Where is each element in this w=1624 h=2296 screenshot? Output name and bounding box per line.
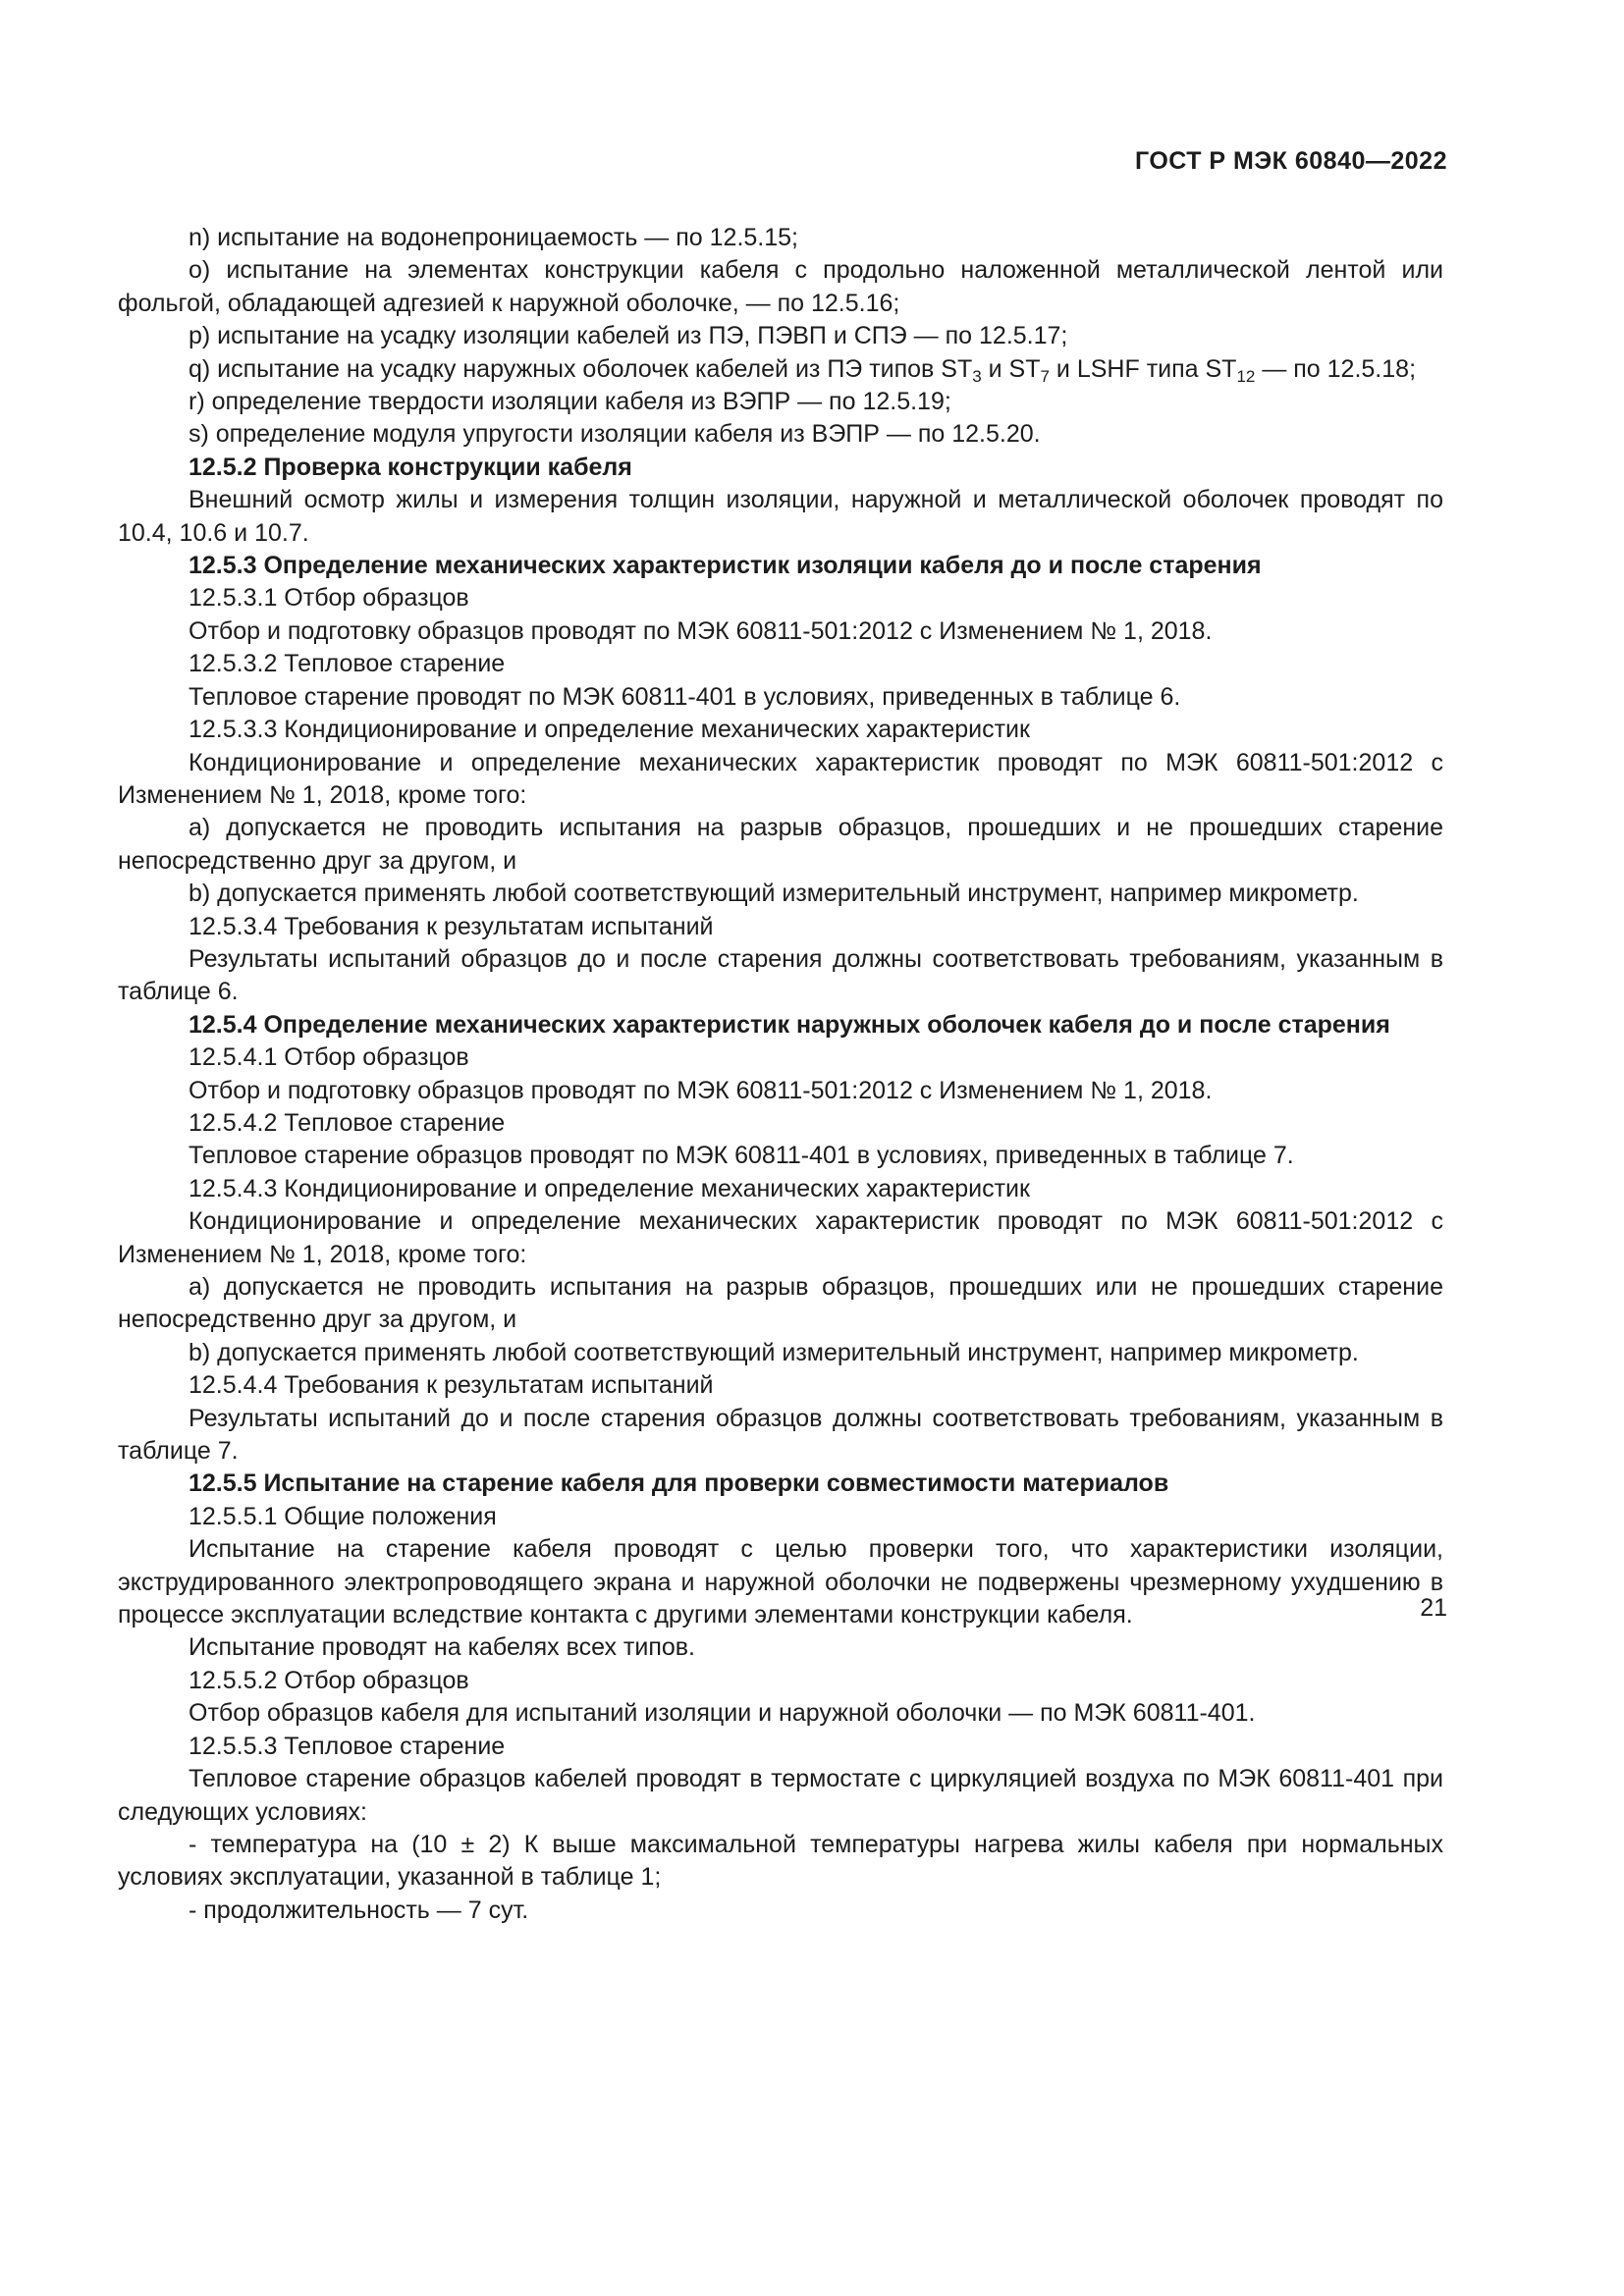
list-item-q-text-c: и LSHF типа ST <box>1049 354 1237 383</box>
list-item-q-text-d: — по 12.5.18; <box>1255 354 1417 383</box>
heading-12-5-5: 12.5.5 Испытание на старение кабеля для проверки совместимости материалов <box>189 1469 1169 1498</box>
heading-12-5-5-1: 12.5.5.1 Общие положения <box>189 1502 497 1530</box>
heading-12-5-4-2: 12.5.4.2 Тепловое старение <box>189 1108 506 1137</box>
heading-12-5-2: 12.5.2 Проверка конструкции кабеля <box>189 453 632 481</box>
list-item-s: s) определение модуля упругости изоляции кабеля из ВЭПР — по 12.5.20. <box>189 420 1041 449</box>
text-12-5-2: Внешний осмотр жилы и измерения толщин изоляции, наружной и металлической оболочек проводят по 10.4, 10.6 и 10.7. <box>118 486 1443 547</box>
list-item-q <box>118 353 1443 386</box>
text-12-5-5-3: Тепловое старение образцов кабелей проводят в термостате с циркуляцией воздуха по МЭК 60811-401 при следующих условиях: <box>118 1765 1443 1826</box>
heading-12-5-4-1: 12.5.4.1 Отбор образцов <box>189 1043 469 1072</box>
text-12-5-4-2: Тепловое старение образцов проводят по МЭК 60811-401 в условиях, приведенных в таблице 7. <box>189 1142 1294 1170</box>
list-item-q-text-a: q) испытание на усадку наружных оболочек кабелей из ПЭ типов ST <box>189 354 973 383</box>
heading-12-5-3-4: 12.5.3.4 Требования к результатам испытаний <box>189 912 714 940</box>
text-12-5-3-4: Результаты испытаний образцов до и после старения должны соответствовать требованиям, указанным в таблице 6. <box>118 944 1443 1006</box>
text-12-5-5-1: Испытание на старение кабеля проводят с целью проверки того, что характеристики изоляции, экструдированного электропроводящего экрана и наружной оболочки не подвержены чрезмерному ухудшению в процессе эксплуатации вследствие контакта с другими элементами конструкции кабеля. <box>118 1535 1443 1629</box>
standard-header: ГОСТ Р МЭК 60840—2022 <box>1134 147 1447 175</box>
subscript-st3: 3 <box>972 366 982 386</box>
list-item-q-text-b: и ST <box>981 354 1041 383</box>
list-item-r: r) определение твердости изоляции кабеля из ВЭПР — по 12.5.19; <box>189 388 951 416</box>
text-12-5-4-3-a: a) допускается не проводить испытания на разрыв образцов, прошедших или не прошедших старение непосредственно друг за другом, и <box>118 1273 1443 1334</box>
text-12-5-3-2: Тепловое старение проводят по МЭК 60811-401 в условиях, приведенных в таблице 6. <box>189 682 1181 711</box>
heading-12-5-4: 12.5.4 Определение механических характеристик наружных оболочек кабеля до и после старения <box>189 1010 1390 1039</box>
page-number: 21 <box>1420 1594 1447 1622</box>
text-12-5-5-2: Отбор образцов кабеля для испытаний изоляции и наружной оболочки — по МЭК 60811-401. <box>189 1699 1256 1728</box>
text-12-5-5-3-item-1: - температура на (10 ± 2) К выше максимальной температуры нагрева жилы кабеля при нормальных условиях эксплуатации, указанной в таблице 1; <box>118 1830 1443 1892</box>
heading-12-5-3-1: 12.5.3.1 Отбор образцов <box>189 584 469 613</box>
list-item-p: p) испытание на усадку изоляции кабелей из ПЭ, ПЭВП и СПЭ — по 12.5.17; <box>189 322 1068 350</box>
text-12-5-5-3-item-2: - продолжительность — 7 сут. <box>189 1896 529 1924</box>
heading-12-5-3: 12.5.3 Определение механических характеристик изоляции кабеля до и после старения <box>189 552 1262 580</box>
text-12-5-4-4: Результаты испытаний до и после старения образцов должны соответствовать требованиям, указанным в таблице 7. <box>118 1404 1443 1466</box>
text-12-5-4-3-b: b) допускается применять любой соответствующий измерительный инструмент, например микрометр. <box>189 1338 1359 1366</box>
heading-12-5-4-3: 12.5.4.3 Кондиционирование и определение механических характеристик <box>189 1174 1030 1202</box>
text-12-5-3-3-b: b) допускается применять любой соответствующий измерительный инструмент, например микрометр. <box>189 880 1359 908</box>
heading-12-5-5-2: 12.5.5.2 Отбор образцов <box>189 1666 469 1694</box>
text-12-5-3-3: Кондиционирование и определение механических характеристик проводят по МЭК 60811-501:2012 с Изменением № 1, 2018, кроме того: <box>118 748 1443 809</box>
subscript-st7: 7 <box>1040 366 1050 386</box>
text-12-5-4-1: Отбор и подготовку образцов проводят по МЭК 60811-501:2012 с Изменением № 1, 2018. <box>189 1076 1213 1104</box>
heading-12-5-3-3: 12.5.3.3 Кондиционирование и определение механических характеристик <box>189 716 1030 744</box>
text-12-5-5-1b: Испытание проводят на кабелях всех типов. <box>189 1633 696 1662</box>
text-12-5-3-3-a: a) допускается не проводить испытания на разрыв образцов, прошедших и не прошедших старение непосредственно друг за другом, и <box>118 814 1443 875</box>
text-12-5-3-1: Отбор и подготовку образцов проводят по МЭК 60811-501:2012 с Изменением № 1, 2018. <box>189 616 1213 645</box>
list-item-n: n) испытание на водонепроницаемость — по 12.5.15; <box>189 224 798 251</box>
subscript-st12: 12 <box>1236 366 1256 386</box>
list-item-o: o) испытание на элементах конструкции кабеля с продольно наложенной металлической лентой или фольгой, обладающей адгезией к наружной оболочке, — по 12.5.16; <box>118 256 1443 317</box>
page-body <box>118 222 1443 1927</box>
text-12-5-4-3: Кондиционирование и определение механических характеристик проводят по МЭК 60811-501:2012 с Изменением № 1, 2018, кроме того: <box>118 1207 1443 1268</box>
heading-12-5-4-4: 12.5.4.4 Требования к результатам испытаний <box>189 1371 714 1400</box>
heading-12-5-3-2: 12.5.3.2 Тепловое старение <box>189 650 506 678</box>
heading-12-5-5-3: 12.5.5.3 Тепловое старение <box>189 1732 506 1760</box>
